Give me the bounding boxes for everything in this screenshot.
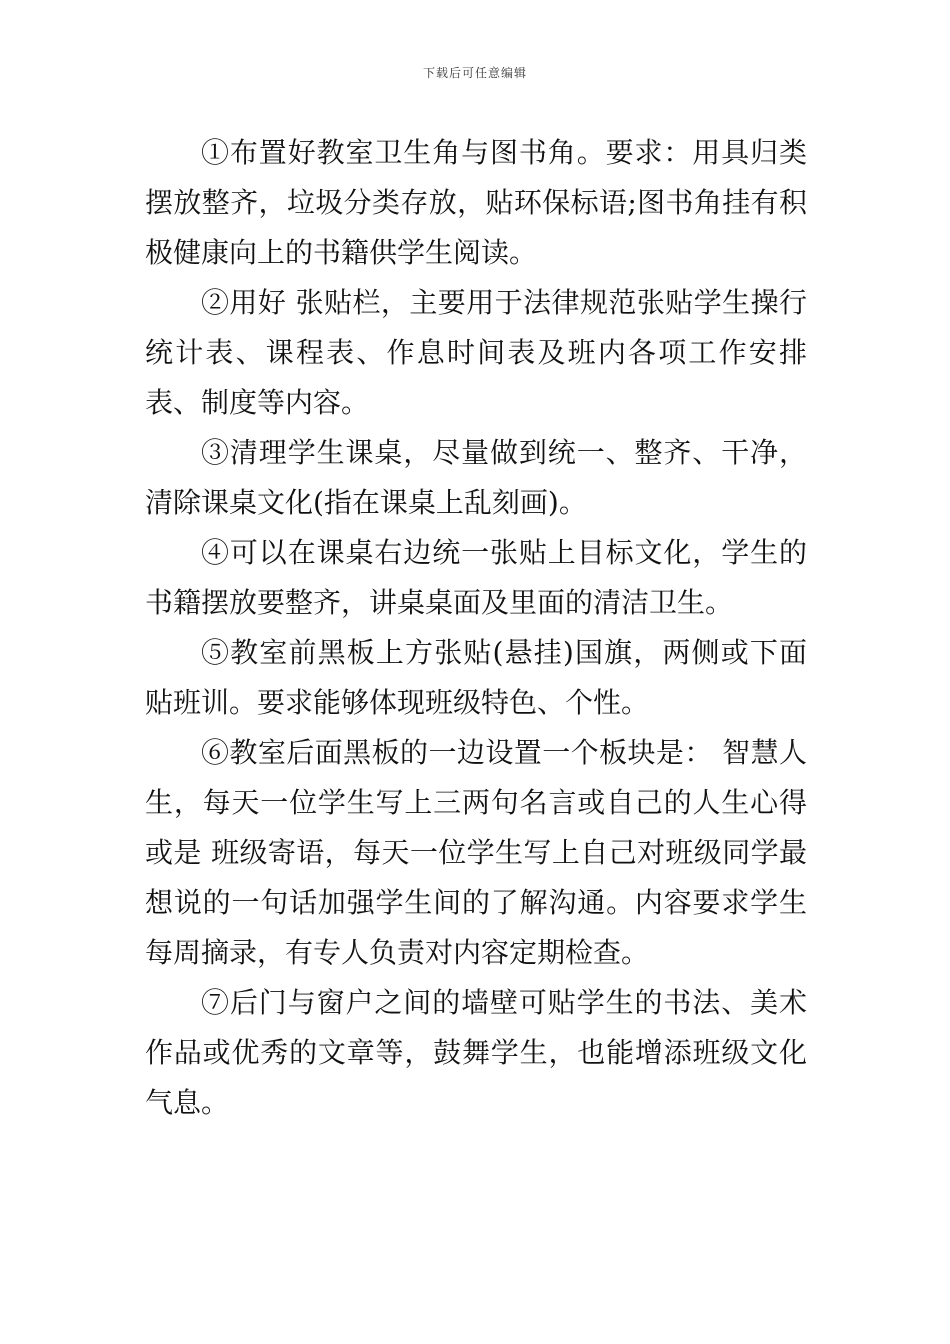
paragraph-7: ⑦后门与窗户之间的墙壁可贴学生的书法、美术作品或优秀的文章等，鼓舞学生，也能增添班级文化气息。 — [145, 986, 807, 1119]
paragraph-6: ⑥教室后面黑板的一边设置一个板块是： 智慧人生，每天一位学生写上三两句名言或自己的人生心得或是 班级寄语，每天一位学生写上自己对班级同学最想说的一句话加强学生间的了解沟通。内容要求学生每周摘录，有专人负责对内容定期检查。 — [145, 736, 807, 969]
paragraph-4: ④可以在课桌右边统一张贴上目标文化，学生的书籍摆放要整齐，讲桌桌面及里面的清洁卫生。 — [145, 536, 807, 619]
document-body — [145, 128, 807, 1128]
paragraph-2: ②用好 张贴栏，主要用于法律规范张贴学生操行统计表、课程表、作息时间表及班内各项工作安排表、制度等内容。 — [145, 286, 807, 419]
paragraph-5: ⑤教室前黑板上方张贴(悬挂)国旗，两侧或下面贴班训。要求能够体现班级特色、个性。 — [145, 636, 807, 719]
header-note: 下载后可任意编辑 — [422, 66, 527, 80]
paragraph-3: ③清理学生课桌，尽量做到统一、整齐、干净，清除课桌文化(指在课桌上乱刻画)。 — [145, 436, 807, 519]
paragraph-1: ①布置好教室卫生角与图书角。要求：用具归类摆放整齐，垃圾分类存放，贴环保标语;图书角挂有积极健康向上的书籍供学生阅读。 — [145, 136, 807, 269]
